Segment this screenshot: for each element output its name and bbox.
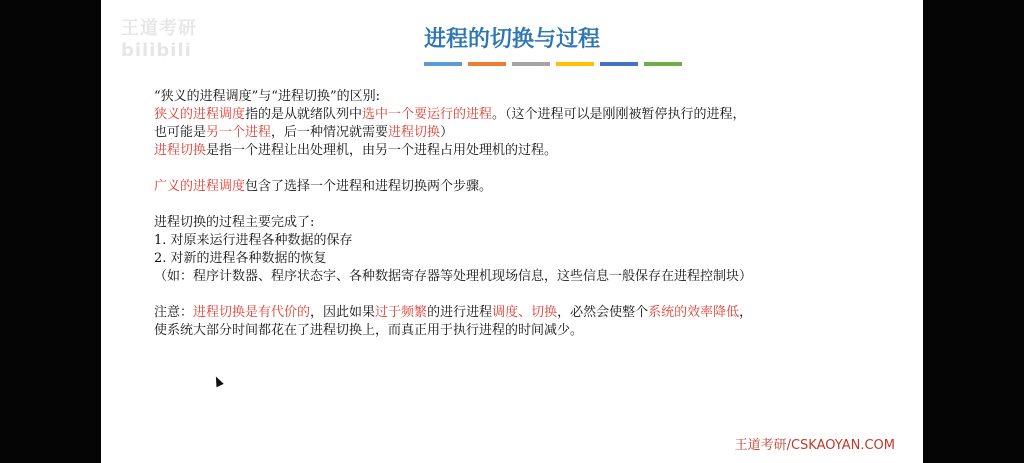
video-letterbox-right xyxy=(923,0,1024,463)
bilibili-watermark: 王道考研 bilibili xyxy=(121,18,197,61)
paragraph-narrow-scheduling-cont: 也可能是另一个进程，后一种情况就需要进程切换） xyxy=(154,125,454,140)
mouse-cursor-icon xyxy=(212,375,223,387)
paragraph-attention: 注意：进程切换是有代价的，因此如果过于频繁的进行进程调度、切换，必然会使整个系统的效率降低， xyxy=(154,305,753,320)
color-bar xyxy=(644,62,682,66)
color-bar xyxy=(600,62,638,66)
color-bar xyxy=(556,62,594,66)
paragraph-switch-process-heading: 进程切换的过程主要完成了: xyxy=(154,215,315,230)
paragraph-process-switch-def: 进程切换是指一个进程让出处理机，由另一个进程占用处理机的过程。 xyxy=(154,143,558,158)
paragraph-difference-heading: “狭义的进程调度”与“进程切换”的区别: xyxy=(154,89,380,104)
slide-title: 进程的切换与过程 xyxy=(423,27,600,52)
slide-content xyxy=(154,88,894,340)
color-bar xyxy=(468,62,506,66)
color-bar xyxy=(424,62,462,66)
color-bar xyxy=(512,62,550,66)
list-item: 1. 对原来运行进程各种数据的保存 xyxy=(154,233,353,248)
title-color-bars xyxy=(424,62,682,66)
video-letterbox-left xyxy=(0,0,101,463)
paragraph-narrow-scheduling: 狭义的进程调度指的是从就绪队列中选中一个要运行的进程。（这个进程可以是刚刚被暂停执行的进程， xyxy=(154,107,746,122)
list-item: 2. 对新的进程各种数据的恢复 xyxy=(154,251,327,266)
footer-brand: 王道考研/CSKAOYAN.COM xyxy=(734,438,895,453)
paragraph-broad-scheduling: 广义的进程调度包含了选择一个进程和进程切换两个步骤。 xyxy=(154,179,493,194)
paragraph-attention-cont: 使系统大部分时间都花在了进程切换上，而真正用于执行进程的时间减少。 xyxy=(154,323,584,338)
paragraph-pcb-note: （如：程序计数器、程序状态字、各种数据寄存器等处理机现场信息，这些信息一般保存在进程控制块） xyxy=(154,269,753,284)
slide xyxy=(101,0,923,463)
